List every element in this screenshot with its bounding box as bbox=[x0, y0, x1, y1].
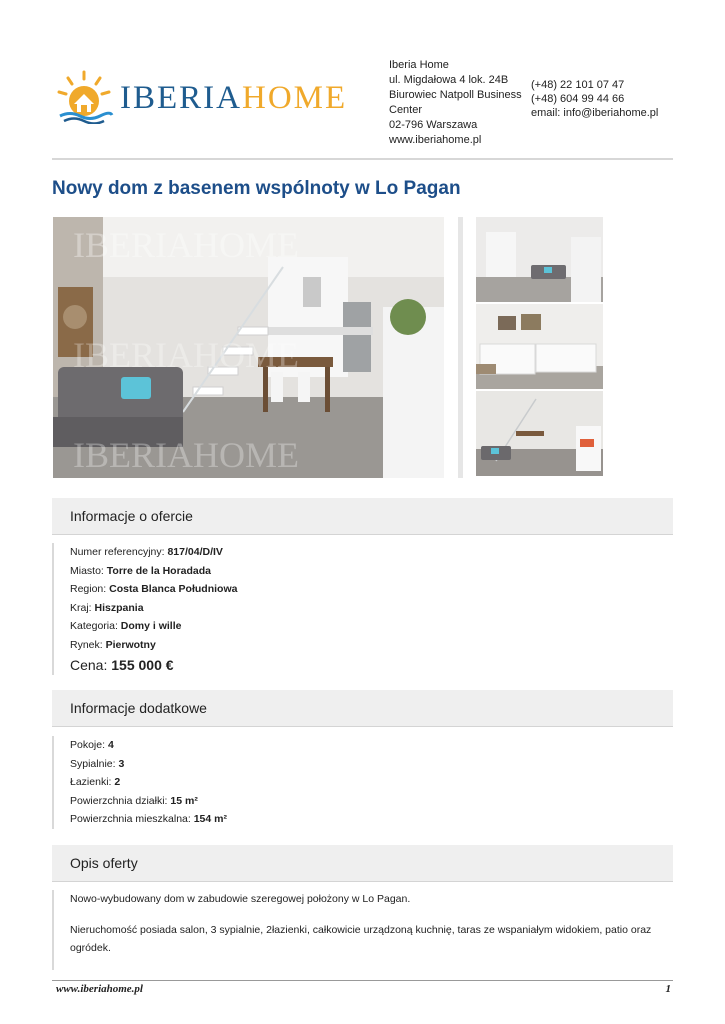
logo-home: HOME bbox=[242, 80, 348, 116]
page-title: Nowy dom z basenem wspólnoty w Lo Pagan bbox=[52, 178, 461, 199]
phone-2[interactable]: (+48) 604 99 44 66 bbox=[531, 93, 625, 105]
row-label: Miasto: bbox=[70, 564, 107, 577]
logo-iberia: IBERIA bbox=[120, 80, 242, 116]
row-label: Kraj: bbox=[70, 601, 95, 614]
company-street: ul. Migdałowa 4 lok. 24B bbox=[389, 74, 509, 86]
thumbnail-living-room[interactable] bbox=[476, 217, 603, 302]
watermark: IBERIAHOME bbox=[73, 435, 299, 475]
price-row bbox=[70, 655, 237, 675]
footer-url[interactable]: www.iberiahome.pl bbox=[56, 983, 143, 995]
bathrooms-row bbox=[70, 773, 227, 792]
row-label: Sypialnie: bbox=[70, 757, 119, 770]
market-row bbox=[70, 636, 237, 655]
phone-1[interactable]: (+48) 22 101 07 47 bbox=[531, 79, 625, 91]
footer-divider bbox=[52, 980, 673, 981]
page-number: 1 bbox=[665, 983, 671, 995]
section-header-description bbox=[52, 845, 673, 882]
description-paragraph: Nowo-wybudowany dom w zabudowie szeregowej położony w Lo Pagan. bbox=[70, 893, 411, 905]
row-label: Numer referencyjny: bbox=[70, 546, 168, 558]
row-value: 2 bbox=[114, 776, 121, 788]
city-row bbox=[70, 562, 237, 581]
row-value: Pierwotny bbox=[105, 638, 156, 651]
main-photo-living-room[interactable] bbox=[53, 217, 444, 478]
row-value: 3 bbox=[118, 757, 125, 770]
additional-info-list bbox=[52, 736, 227, 829]
row-value: 817/04/D/IV bbox=[167, 546, 223, 558]
iberiahome-logo bbox=[54, 68, 354, 124]
company-address bbox=[389, 58, 529, 148]
row-label: Powierzchnia działki: bbox=[70, 794, 171, 807]
row-value: Domy i wille bbox=[120, 620, 182, 632]
photo-divider bbox=[458, 217, 463, 478]
region-row bbox=[70, 580, 237, 599]
rooms-row bbox=[70, 736, 227, 755]
living-area-row bbox=[70, 810, 227, 829]
sun-house-icon bbox=[54, 68, 114, 124]
row-label: Powierzchnia mieszkalna: bbox=[70, 813, 194, 825]
description-body bbox=[52, 890, 660, 970]
section-title: Informacje dodatkowe bbox=[70, 700, 207, 716]
reference-number-row bbox=[70, 543, 237, 562]
watermark: IBERIAHOME bbox=[73, 225, 299, 265]
category-row bbox=[70, 617, 237, 636]
section-header-additional-info bbox=[52, 690, 673, 727]
row-label: Pokoje: bbox=[70, 739, 108, 751]
watermark: IBERIAHOME bbox=[73, 335, 299, 375]
company-website[interactable]: www.iberiahome.pl bbox=[389, 134, 482, 146]
price-label: Cena: bbox=[70, 657, 112, 673]
offer-info-list bbox=[52, 543, 237, 675]
row-value: Costa Blanca Południowa bbox=[109, 583, 238, 595]
row-value: Hiszpania bbox=[94, 601, 144, 614]
row-label: Region: bbox=[70, 583, 110, 595]
email[interactable]: email: info@iberiahome.pl bbox=[531, 107, 659, 119]
row-label: Łazienki: bbox=[70, 776, 115, 788]
logo-wordmark bbox=[120, 80, 347, 117]
row-value: 154 m² bbox=[193, 813, 227, 825]
row-label: Kategoria: bbox=[70, 620, 121, 632]
section-title: Opis oferty bbox=[70, 855, 138, 871]
country-row bbox=[70, 599, 237, 618]
company-name: Iberia Home bbox=[389, 59, 449, 71]
row-value: 4 bbox=[107, 739, 114, 751]
price-value: 155 000 € bbox=[111, 657, 174, 673]
thumbnail-staircase[interactable] bbox=[476, 391, 603, 476]
description-paragraph: Nieruchomość posiada salon, 3 sypialnie, 2łazienki, całkowicie urządzoną kuchnię, taras ze wspaniałym widokiem, patio oraz ogródek. bbox=[70, 924, 652, 954]
section-header-offer-info bbox=[52, 498, 673, 535]
company-city: 02-796 Warszawa bbox=[389, 119, 478, 131]
bedrooms-row bbox=[70, 755, 227, 774]
company-building: Biurowiec Natpoll Business Center bbox=[389, 89, 522, 116]
row-value: Torre de la Horadada bbox=[106, 564, 212, 577]
row-label: Rynek: bbox=[70, 638, 106, 651]
plot-area-row bbox=[70, 792, 227, 811]
header-divider bbox=[52, 158, 673, 160]
section-title: Informacje o ofercie bbox=[70, 508, 193, 524]
company-contact bbox=[531, 78, 658, 120]
row-value: 15 m² bbox=[170, 794, 198, 807]
thumbnail-bedroom[interactable] bbox=[476, 304, 603, 389]
